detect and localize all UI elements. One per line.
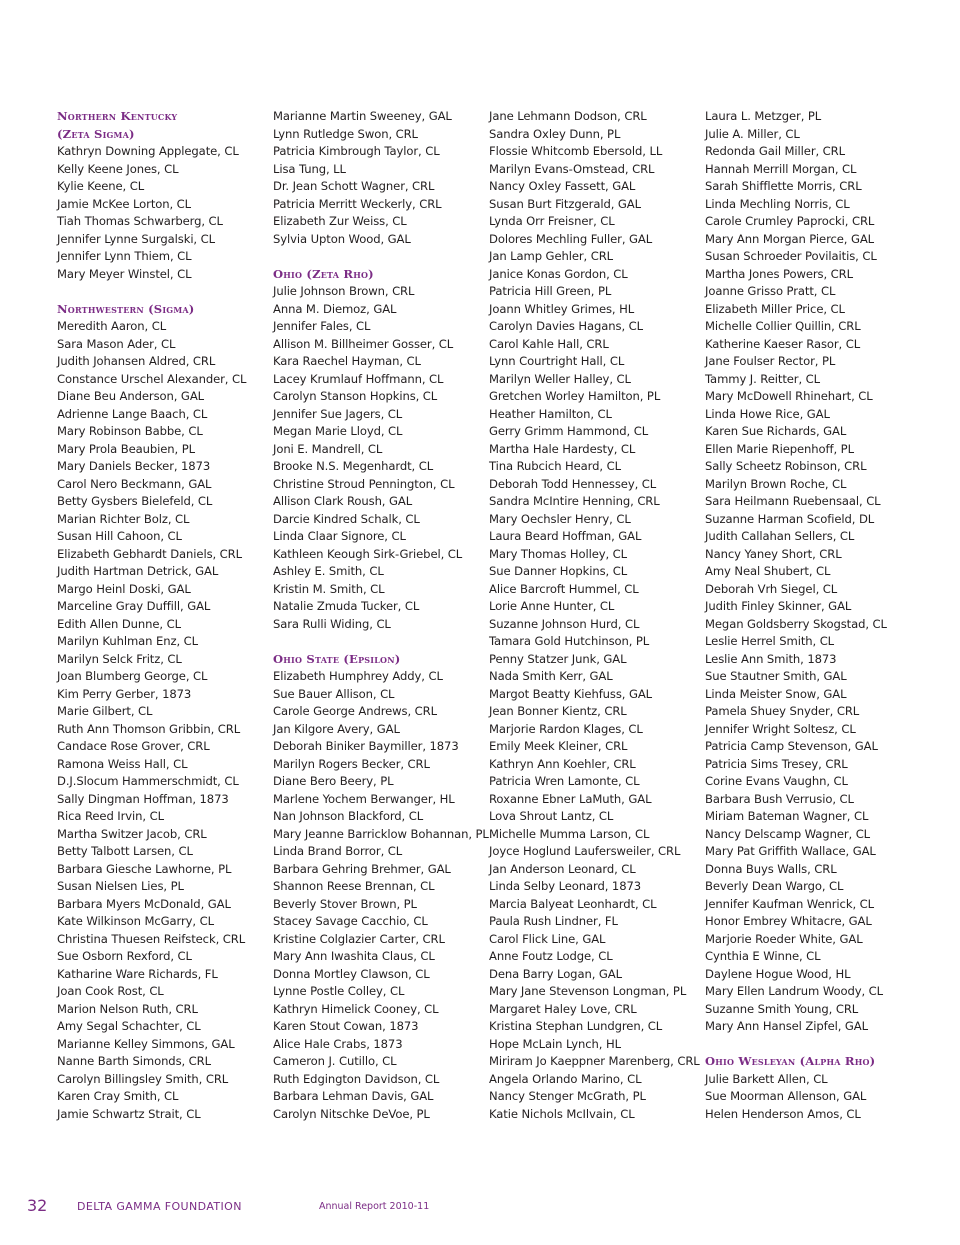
donor-name: Kelly Keene Jones, CL <box>57 161 179 176</box>
donor-name: Marilyn Selck Fritz, CL <box>57 651 182 666</box>
donor-name: Flossie Whitcomb Ebersold, LL <box>489 144 663 158</box>
donor-name: Elizabeth Miller Price, CL <box>705 301 845 316</box>
donor-name: Sue Moorman Allenson, GAL <box>705 1089 867 1103</box>
donor-name: Mary Jane Stevenson Longman, PL <box>489 984 687 998</box>
donor-name: Jennifer Fales, CL <box>273 319 371 333</box>
donor-name: Dolores Mechling Fuller, GAL <box>489 231 653 246</box>
page-footer <box>0 1196 960 1220</box>
donor-name: Ashley E. Smith, CL <box>273 564 384 578</box>
donor-name: Paula Rush Lindner, FL <box>489 914 618 928</box>
donor-name: Martha Switzer Jacob, CRL <box>57 826 207 841</box>
donor-name: Sue Danner Hopkins, CL <box>489 564 628 578</box>
donor-name: Jean Bonner Kientz, CRL <box>489 704 627 718</box>
donor-name: Mary Pat Griffith Wallace, GAL <box>705 844 876 858</box>
donor-name: Kate Wilkinson McGarry, CL <box>57 914 214 928</box>
donor-name: Linda Claar Signore, CL <box>273 529 406 543</box>
donor-name: Jan Lamp Gehler, CRL <box>489 249 614 263</box>
chapter-heading: (Zeta Sigma) <box>57 126 135 141</box>
donor-name: Hannah Merrill Morgan, CL <box>705 161 857 176</box>
donor-name: Natalie Zmuda Tucker, CL <box>273 599 420 613</box>
donor-name: Sue Stautner Smith, GAL <box>705 669 847 683</box>
donor-name: Deborah Todd Hennessey, CL <box>489 476 657 491</box>
donor-name: Lynda Orr Freisner, CL <box>489 214 615 228</box>
chapter-heading: Ohio (Zeta Rho) <box>273 266 374 281</box>
donor-name: Dr. Jean Schott Wagner, CRL <box>273 179 435 193</box>
donor-name: Anne Foutz Lodge, CL <box>489 949 613 963</box>
donor-name: Betty Talbott Larsen, CL <box>57 844 193 858</box>
donor-name: Kathryn Downing Applegate, CL <box>57 144 239 158</box>
donor-name: Allison M. Billheimer Gosser, CL <box>273 336 454 351</box>
donor-name: Michelle Mumma Larson, CL <box>489 826 650 841</box>
donor-name: Susan Hill Cahoon, CL <box>57 529 182 543</box>
donor-name: Barbara Gehring Brehmer, GAL <box>273 861 451 876</box>
donor-name: Margot Beatty Kiehfuss, GAL <box>489 686 653 701</box>
donor-name: Carol Kahle Hall, CRL <box>489 336 609 351</box>
donor-name: Pamela Shuey Snyder, CRL <box>705 704 860 718</box>
donor-name: Leslie Ann Smith, 1873 <box>705 651 837 666</box>
donor-name: Janice Konas Gordon, CL <box>489 266 628 281</box>
donor-name: Sally Scheetz Robinson, CRL <box>705 459 867 473</box>
donor-name: Jennifer Lynne Surgalski, CL <box>57 231 215 246</box>
donor-name: Tamara Gold Hutchinson, PL <box>489 634 650 648</box>
donor-name: Mary Prola Beaubien, PL <box>57 441 195 456</box>
donor-name: Marie Gilbert, CL <box>57 704 153 718</box>
column-4 <box>705 108 915 1123</box>
donor-name: Joan Blumberg George, CL <box>57 669 208 683</box>
donor-name: Jennifer Kaufman Wenrick, CL <box>705 896 874 911</box>
donor-name: Lova Shrout Lantz, CL <box>489 809 614 823</box>
donor-name: D.J.Slocum Hammerschmidt, CL <box>57 774 239 788</box>
donor-name: Meredith Aaron, CL <box>57 319 167 333</box>
donor-name: Carolyn Billingsley Smith, CRL <box>57 1071 229 1086</box>
donor-name: Candace Rose Grover, CRL <box>57 739 210 753</box>
donor-name: Elizabeth Humphrey Addy, CL <box>273 669 443 683</box>
donor-name: Patricia Hill Green, PL <box>489 284 612 298</box>
donor-name: Mary Thomas Holley, CL <box>489 546 628 561</box>
donor-name: Carol Nero Beckmann, GAL <box>57 476 212 491</box>
donor-name: Kara Raechel Hayman, CL <box>273 354 421 368</box>
donor-name: Diane Bero Beery, PL <box>273 774 394 788</box>
donor-name: Barbara Giesche Lawhorne, PL <box>57 861 232 876</box>
donor-name: Patricia Wren Lamonte, CL <box>489 774 640 788</box>
column-2 <box>273 108 489 1123</box>
column-1 <box>57 108 267 1123</box>
donor-name: Ruth Edgington Davidson, CL <box>273 1071 440 1086</box>
donor-name: Nan Johnson Blackford, CL <box>273 809 424 823</box>
donor-name: Susan Burt Fitzgerald, GAL <box>489 196 641 211</box>
donor-name: Gerry Grimm Hammond, CL <box>489 424 649 438</box>
donor-name: Christina Thuesen Reifsteck, CRL <box>57 931 246 946</box>
donor-name: Rica Reed Irvin, CL <box>57 809 164 823</box>
donor-name: Ruth Ann Thomson Gribbin, CRL <box>57 721 241 736</box>
footer-report-title: Annual Report 2010-11 <box>319 1201 430 1212</box>
donor-name: Deborah Vrh Siegel, CL <box>705 581 838 596</box>
donor-name: Carolyn Davies Hagans, CL <box>489 319 643 333</box>
donor-name: Joyce Hoglund Laufersweiler, CRL <box>489 844 681 858</box>
footer-organization: DELTA GAMMA FOUNDATION <box>77 1200 242 1213</box>
donor-name: Linda Brand Borror, CL <box>273 844 403 858</box>
donor-name: Jennifer Wright Soltesz, CL <box>705 721 856 736</box>
donor-name: Margaret Haley Love, CRL <box>489 1001 637 1016</box>
donor-name: Dena Barry Logan, GAL <box>489 966 622 981</box>
donor-name: Megan Marie Lloyd, CL <box>273 424 403 438</box>
donor-name: Marilyn Rogers Becker, CRL <box>273 756 430 771</box>
donor-name: Stacey Savage Cacchio, CL <box>273 914 428 928</box>
donor-name: Mary Ann Morgan Pierce, GAL <box>705 231 875 246</box>
donor-name: Mary Meyer Winstel, CL <box>57 266 192 281</box>
donor-name: Susan Nielsen Lies, PL <box>57 879 184 893</box>
donor-name: Carol Flick Line, GAL <box>489 931 606 946</box>
donor-name: Allison Clark Roush, GAL <box>273 494 413 508</box>
donor-name: Carolyn Nitschke DeVoe, PL <box>273 1106 430 1121</box>
donor-name: Tiah Thomas Schwarberg, CL <box>57 214 223 228</box>
donor-name: Katie Nichols McIlvain, CL <box>489 1106 635 1121</box>
donor-name: Mary Robinson Babbe, CL <box>57 424 203 438</box>
donor-name: Barbara Bush Verrusio, CL <box>705 791 854 806</box>
chapter-heading: Northern Kentucky <box>57 109 178 123</box>
donor-name: Lynn Rutledge Swon, CRL <box>273 126 418 141</box>
donor-name: Carole Crumley Paprocki, CRL <box>705 214 875 228</box>
donor-name: Beverly Dean Wargo, CL <box>705 879 844 893</box>
donor-name: Lorie Anne Hunter, CL <box>489 599 615 613</box>
donor-name: Suzanne Smith Young, CRL <box>705 1001 859 1016</box>
donor-name: Jane Foulser Rector, PL <box>705 354 836 368</box>
donor-name: Ellen Marie Riepenhoff, PL <box>705 441 854 456</box>
donor-name: Nada Smith Kerr, GAL <box>489 669 613 683</box>
donor-name: Donna Buys Walls, CRL <box>705 861 837 876</box>
donor-name: Judith Johansen Aldred, CRL <box>57 354 216 368</box>
donor-name: Amy Segal Schachter, CL <box>57 1019 201 1033</box>
donor-name: Linda Selby Leonard, 1873 <box>489 879 642 893</box>
donor-name: Darcie Kindred Schalk, CL <box>273 511 420 526</box>
donor-name: Jennifer Lynn Thiem, CL <box>57 249 192 263</box>
donor-name: Mary Ann Hansel Zipfel, GAL <box>705 1019 868 1033</box>
donor-name: Suzanne Harman Scofield, DL <box>705 511 875 526</box>
donor-name: Jan Kilgore Avery, GAL <box>273 721 400 736</box>
donor-name: Kim Perry Gerber, 1873 <box>57 686 192 701</box>
donor-name: Nancy Yaney Short, CRL <box>705 546 842 561</box>
donor-name: Sue Bauer Allison, CL <box>273 686 395 701</box>
donor-name: Gretchen Worley Hamilton, PL <box>489 389 661 403</box>
donor-name: Judith Finley Skinner, GAL <box>705 599 852 613</box>
donor-name: Roxanne Ebner LaMuth, GAL <box>489 791 652 806</box>
donor-name: Leslie Herrel Smith, CL <box>705 634 835 648</box>
donor-name: Ramona Weiss Hall, CL <box>57 756 188 771</box>
donor-name: Jennifer Sue Jagers, CL <box>273 406 403 421</box>
donor-name: Sally Dingman Hoffman, 1873 <box>57 791 229 806</box>
donor-name: Cynthia E Winne, CL <box>705 949 821 963</box>
donor-name: Julie A. Miller, CL <box>705 126 800 141</box>
donor-name: Marianne Kelley Simmons, GAL <box>57 1036 235 1051</box>
donor-name: Miriram Jo Kaeppner Marenberg, CRL <box>489 1054 700 1068</box>
donor-name: Tina Rubcich Heard, CL <box>489 459 621 473</box>
donor-name: Sara Rulli Widing, CL <box>273 616 391 631</box>
donor-name: Tammy J. Reitter, CL <box>705 371 820 386</box>
donor-name: Marilyn Weller Halley, CL <box>489 371 631 386</box>
donor-name: Patricia Kimbrough Taylor, CL <box>273 144 440 158</box>
donor-name: Hope McLain Lynch, HL <box>489 1036 621 1051</box>
donor-name: Kathleen Keough Sirk-Griebel, CL <box>273 546 463 561</box>
donor-name: Marjorie Roeder White, GAL <box>705 931 863 946</box>
donor-name: Carolyn Stanson Hopkins, CL <box>273 389 438 403</box>
donor-name: Sue Osborn Rexford, CL <box>57 949 192 963</box>
donor-name: Laura Beard Hoffman, GAL <box>489 529 642 543</box>
donor-name: Mary Daniels Becker, 1873 <box>57 459 211 473</box>
donor-name: Alice Barcroft Hummel, CL <box>489 581 639 596</box>
donor-name: Martha Hale Hardesty, CL <box>489 441 636 456</box>
donor-name: Donna Mortley Clawson, CL <box>273 966 430 981</box>
donor-name: Marceline Gray Duffill, GAL <box>57 599 211 613</box>
page-number: 32 <box>27 1196 48 1215</box>
donor-name: Marianne Martin Sweeney, GAL <box>273 109 452 123</box>
donor-name: Joann Whitley Grimes, HL <box>489 301 635 316</box>
donor-name: Heather Hamilton, CL <box>489 406 612 421</box>
donor-name: Kathryn Himelick Cooney, CL <box>273 1001 439 1016</box>
donor-name: Lacey Krumlauf Hoffmann, CL <box>273 371 444 386</box>
donor-name: Joni E. Mandrell, CL <box>273 441 383 456</box>
donor-name: Laura L. Metzger, PL <box>705 109 822 123</box>
chapter-heading: Northwestern (Sigma) <box>57 301 195 316</box>
donor-name: Elizabeth Zur Weiss, CL <box>273 214 407 228</box>
donor-name: Mary Ellen Landrum Woody, CL <box>705 984 884 998</box>
section-spacer <box>57 283 267 301</box>
donor-name: Helen Henderson Amos, CL <box>705 1106 861 1121</box>
donor-name: Patricia Sims Tresey, CRL <box>705 756 848 771</box>
donor-name: Constance Urschel Alexander, CL <box>57 371 247 386</box>
donor-name: Brooke N.S. Megenhardt, CL <box>273 459 434 473</box>
donor-name: Megan Goldsberry Skogstad, CL <box>705 616 887 631</box>
donor-name: Kylie Keene, CL <box>57 179 145 193</box>
donor-name: Linda Howe Rice, GAL <box>705 406 830 421</box>
donor-name: Cameron J. Cutillo, CL <box>273 1054 397 1068</box>
donor-name: Judith Callahan Sellers, CL <box>705 529 855 543</box>
donor-name: Suzanne Johnson Hurd, CL <box>489 616 640 631</box>
donor-name: Martha Jones Powers, CRL <box>705 266 853 281</box>
donor-name: Amy Neal Shubert, CL <box>705 564 831 578</box>
donor-name: Betty Gysbers Bielefeld, CL <box>57 494 213 508</box>
donor-name: Emily Meek Kleiner, CRL <box>489 739 628 753</box>
donor-name: Shannon Reese Brennan, CL <box>273 879 435 893</box>
donor-name: Sandra Oxley Dunn, PL <box>489 126 621 141</box>
donor-name: Lynn Courtright Hall, CL <box>489 354 625 368</box>
donor-name: Sylvia Upton Wood, GAL <box>273 231 411 246</box>
donor-name: Miriam Bateman Wagner, CL <box>705 809 869 823</box>
donor-name: Sara Heilmann Ruebensaal, CL <box>705 494 881 508</box>
donor-name: Sarah Shifflette Morris, CRL <box>705 179 862 193</box>
donor-name: Lisa Tung, LL <box>273 161 346 176</box>
chapter-heading: Ohio State (Epsilon) <box>273 651 401 666</box>
donor-name: Marilyn Brown Roche, CL <box>705 476 847 491</box>
donor-name: Redonda Gail Miller, CRL <box>705 144 845 158</box>
donor-name: Sara Mason Ader, CL <box>57 336 176 351</box>
donor-name: Barbara Myers McDonald, GAL <box>57 896 231 911</box>
donor-name: Honor Embrey Whitacre, GAL <box>705 914 872 928</box>
donor-name: Nanne Barth Simonds, CRL <box>57 1054 211 1068</box>
donor-name: Kathryn Ann Koehler, CRL <box>489 756 636 771</box>
section-spacer <box>273 633 483 651</box>
donor-name: Daylene Hogue Wood, HL <box>705 966 851 981</box>
donor-name: Penny Statzer Junk, GAL <box>489 651 627 666</box>
donor-name: Diane Beu Anderson, GAL <box>57 389 205 403</box>
donor-name: Karen Stout Cowan, 1873 <box>273 1019 419 1033</box>
donor-name: Linda Meister Snow, GAL <box>705 686 847 701</box>
donor-name: Kristina Stephan Lundgren, CL <box>489 1019 663 1033</box>
donor-name: Katharine Ware Richards, FL <box>57 966 218 981</box>
donor-name: Judith Hartman Detrick, GAL <box>57 564 219 578</box>
donor-name: Alice Hale Crabs, 1873 <box>273 1036 403 1051</box>
donor-name: Susan Schroeder Povilaitis, CL <box>705 249 877 263</box>
donor-name: Jamie Schwartz Strait, CL <box>57 1106 201 1121</box>
donor-name: Angela Orlando Marino, CL <box>489 1071 642 1086</box>
column-3 <box>489 108 699 1123</box>
section-spacer <box>273 248 483 266</box>
donor-name: Joanne Grisso Pratt, CL <box>705 284 836 298</box>
donor-name: Julie Barkett Allen, CL <box>705 1071 828 1086</box>
donor-name: Kristin M. Smith, CL <box>273 581 385 596</box>
donor-name: Marilyn Evans-Omstead, CRL <box>489 161 655 176</box>
donor-name: Barbara Lehman Davis, GAL <box>273 1089 434 1103</box>
donor-name: Joan Cook Rost, CL <box>57 984 164 998</box>
donor-name: Jan Anderson Leonard, CL <box>489 861 636 876</box>
donor-name: Elizabeth Gebhardt Daniels, CRL <box>57 546 242 561</box>
donor-name: Patricia Merritt Weckerly, CRL <box>273 196 442 211</box>
chapter-heading: Ohio Wesleyan (Alpha Rho) <box>705 1054 876 1068</box>
donor-name: Christine Stroud Pennington, CL <box>273 476 455 491</box>
section-spacer <box>705 1036 915 1054</box>
donor-name: Nancy Delscamp Wagner, CL <box>705 826 871 841</box>
donor-name: Marcia Balyeat Leonhardt, CL <box>489 896 657 911</box>
donor-name: Sandra McIntire Henning, CRL <box>489 494 660 508</box>
donor-name: Mary Jeanne Barricklow Bohannan, PL <box>273 826 489 841</box>
donor-name: Nancy Stenger McGrath, PL <box>489 1089 646 1103</box>
donor-name: Beverly Stover Brown, PL <box>273 896 417 911</box>
donor-name: Linda Mechling Norris, CL <box>705 196 850 211</box>
donor-name: Lynne Postle Colley, CL <box>273 984 405 998</box>
donor-name: Karen Sue Richards, GAL <box>705 424 847 438</box>
donor-name: Mary McDowell Rhinehart, CL <box>705 389 873 403</box>
donor-name: Katherine Kaeser Rasor, CL <box>705 336 861 351</box>
donor-name: Deborah Biniker Baymiller, 1873 <box>273 739 459 753</box>
donor-name: Kristine Colglazier Carter, CRL <box>273 931 445 946</box>
donor-name: Nancy Oxley Fassett, GAL <box>489 179 636 193</box>
donor-name: Karen Cray Smith, CL <box>57 1089 179 1103</box>
donor-name: Mary Ann Iwashita Claus, CL <box>273 949 435 963</box>
donor-name: Marilyn Kuhlman Enz, CL <box>57 634 198 648</box>
donor-name: Jamie McKee Lorton, CL <box>57 196 192 211</box>
donor-name: Marian Richter Bolz, CL <box>57 511 190 526</box>
donor-name: Adrienne Lange Baach, CL <box>57 406 208 421</box>
donor-name: Jane Lehmann Dodson, CRL <box>489 109 647 123</box>
donor-name: Patricia Camp Stevenson, GAL <box>705 739 878 753</box>
donor-name: Edith Allen Dunne, CL <box>57 616 181 631</box>
donor-name: Julie Johnson Brown, CRL <box>273 284 415 298</box>
donor-name: Carole George Andrews, CRL <box>273 704 437 718</box>
donor-name: Marion Nelson Ruth, CRL <box>57 1001 198 1016</box>
donor-name: Marlene Yochem Berwanger, HL <box>273 791 455 806</box>
donor-name: Anna M. Diemoz, GAL <box>273 301 397 316</box>
donor-name: Corine Evans Vaughn, CL <box>705 774 848 788</box>
donor-name: Marjorie Rardon Klages, CL <box>489 721 643 736</box>
donor-name: Margo Heinl Doski, GAL <box>57 581 191 596</box>
donor-name: Michelle Collier Quillin, CRL <box>705 319 861 333</box>
donor-name: Mary Oechsler Henry, CL <box>489 511 631 526</box>
